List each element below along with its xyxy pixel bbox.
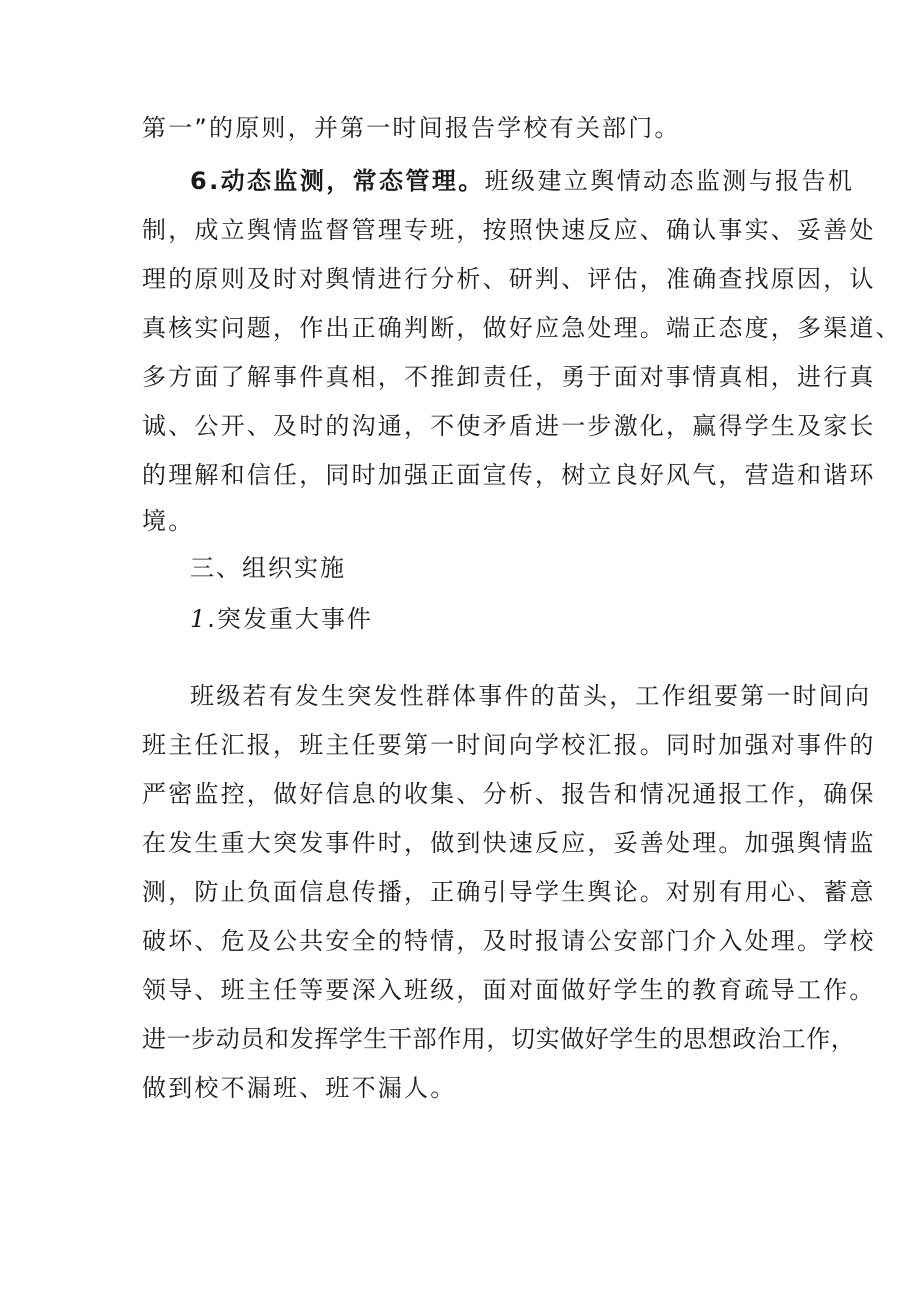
item6-text-line-6: 诚、公开、及时的沟通，不使矛盾进一步激化，赢得学生及家长 bbox=[142, 412, 876, 440]
continuation-line: 第一”的原则，并第一时间报告学校有关部门。 bbox=[142, 114, 681, 142]
paragraph-line-6: 破坏、危及公共安全的特情，及时报请公安部门介入处理。学校 bbox=[142, 927, 876, 955]
item6-text-line-5: 多方面了解事件真相，不推卸责任，勇于面对事情真相，进行真 bbox=[142, 363, 876, 391]
paragraph-line-8: 进一步动员和发挥学生干部作用，切实做好学生的思想政治工作， bbox=[142, 1025, 856, 1053]
paragraph-line-9: 做到校不漏班、班不漏人。 bbox=[142, 1074, 457, 1102]
paragraph-line-5: 测，防止负面信息传播，正确引导学生舆论。对别有用心、蓄意 bbox=[142, 878, 876, 906]
item6-title: .动态监测，常态管理。 bbox=[209, 167, 485, 195]
item6-text-line-1: 班级建立舆情动态监测与报告机 bbox=[484, 167, 855, 195]
subsection-title: .突发重大事件 bbox=[207, 605, 373, 633]
paragraph-line-7: 领导、班主任等要深入班级，面对面做好学生的教育疏导工作。 bbox=[142, 976, 876, 1004]
item6-text-line-8: 境。 bbox=[142, 507, 195, 535]
item6-text-line-2: 制，成立舆情监督管理专班，按照快速反应、确认事实、妥善处 bbox=[142, 216, 876, 244]
item6-text-line-4: 真核实问题，作出正确判断，做好应急处理。端正态度，多渠道、 bbox=[142, 314, 902, 342]
paragraph-line-2: 班主任汇报，班主任要第一时间向学校汇报。同时加强对事件的 bbox=[142, 731, 876, 759]
paragraph-line-4: 在发生重大突发事件时，做到快速反应，妥善处理。加强舆情监 bbox=[142, 829, 876, 857]
paragraph-line-1: 班级若有发生突发性群体事件的苗头，工作组要第一时间向 bbox=[190, 682, 872, 710]
subsection-heading bbox=[190, 604, 373, 634]
item6-text-line-7: 的理解和信任，同时加强正面宣传，树立良好风气，营造和谐环 bbox=[142, 461, 876, 489]
paragraph-line-3: 严密监控，做好信息的收集、分析、报告和情况通报工作，确保 bbox=[142, 780, 876, 808]
item6-text-line-3: 理的原则及时对舆情进行分析、研判、评估，准确查找原因，认 bbox=[142, 265, 876, 293]
subsection-number: 1 bbox=[190, 605, 208, 633]
item6-first-line bbox=[190, 166, 854, 196]
item6-number: 6 bbox=[190, 167, 210, 195]
section-heading: 三、组织实施 bbox=[190, 554, 346, 582]
